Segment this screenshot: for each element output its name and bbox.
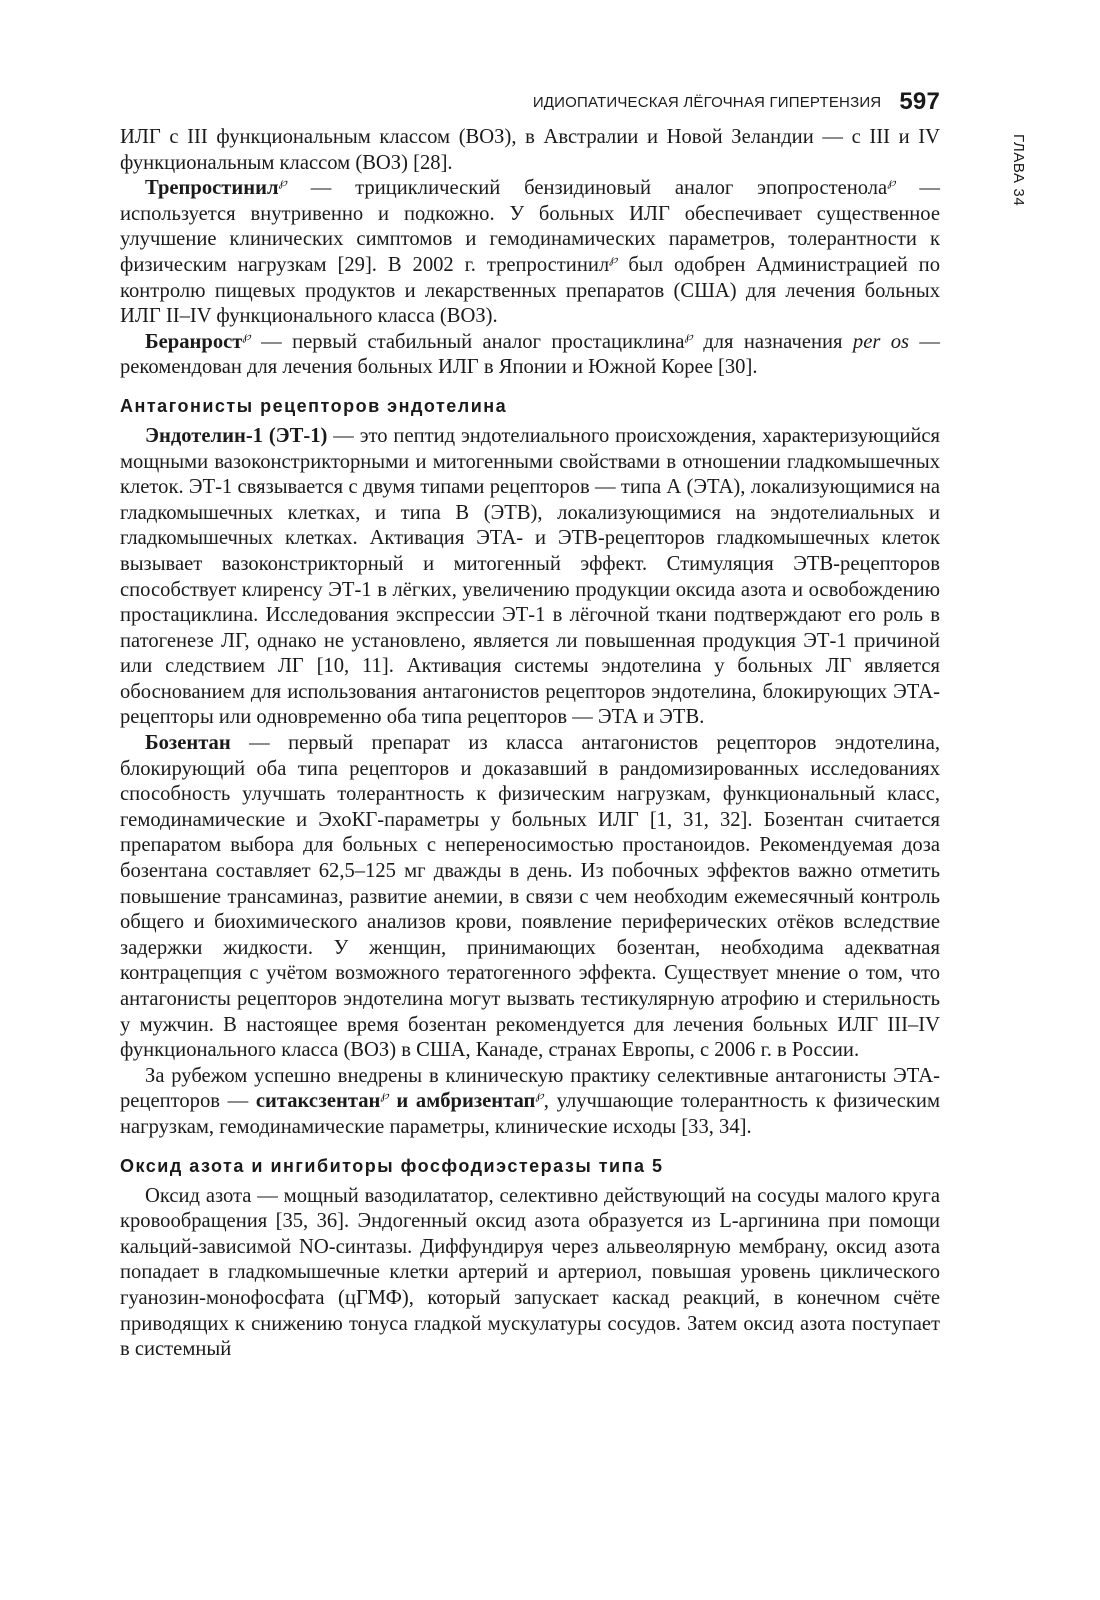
paragraph-nitric-oxide: Оксид азота — мощный вазодилататор, селективно действующий на сосуды малого круга кровообращения [35, 36]. Эндогенный оксид азота образуется из L-аргинина при помощи кальций-зависимой NO-синтазы. Диффундируя через альвеолярную мембрану, оксид азота попадает в гладкомышечные клетки артерий и артериол, повышая уровень циклического гуанозин-монофосфата (цГМФ), который запускает каскад реакций, в конечном счёте приводящих к снижению тонуса гладкой мускулатуры сосудов. Затем оксид азота поступает в системный — [120, 1184, 940, 1361]
paragraph-continuation: ИЛГ с III функциональным классом (ВОЗ), в Австралии и Новой Зеландии — с III и IV функциональным классом (ВОЗ) [28]. — [120, 126, 940, 174]
chapter-tab: ГЛАВА 34 — [1010, 134, 1027, 207]
registration-mark: ℘ — [535, 1088, 544, 1103]
text-fragment: — используется внутривенно и подкожно. У больных ИЛГ обеспечивает существенное улучшение клинических симптомов и гемодинамических параметров, толерантности к физическим нагрузкам [29]. В 2002 г. трепростинил — [120, 177, 940, 276]
registration-mark: ℘ — [609, 251, 618, 266]
text-fragment: для назначения — [692, 330, 853, 353]
term-beraprost: Беранрост — [145, 330, 243, 353]
text-fragment: — это пептид эндотелиального происхождения, характеризующийся мощными вазоконстрикторными и митогенными свойствами в отношении гладкомышечных клеток. ЭТ-1 связывается с двумя типами рецепторов — типа А (ЭТА), локализующимися на гладкомышечных клетках, и типа В (ЭТВ), локализующимися на эндотелиальных и гладкомышечных клетках. Активация ЭТА- и ЭТВ-рецепторов гладкомышечных клеток вызывает вазоконстрикторный и митогенный эффект. Стимуляция ЭТВ-рецепторов способствует клиренсу ЭТ-1 в лёгких, увеличению продукции оксида азота и освобождению простациклина. Исследования экспрессии ЭТ-1 в лёгочной ткани подтверждают его роль в патогенезе ЛГ, однако не установлено, является ли повышенная продукция ЭТ-1 причиной или следствием ЛГ [10, 11]. Активация системы эндотелина у больных ЛГ является обоснованием для использования антагонистов рецепторов эндотелина, блокирующих ЭТА-рецепторы или одновременно оба типа рецепторов — ЭТА и ЭТВ. — [120, 424, 940, 729]
text-fragment: За рубежом успешно внедрены в клиническую практику селективные антагонисты ЭТА-рецепторов — — [120, 1064, 940, 1113]
section-heading-nitric-oxide: Оксид азота и ингибиторы фосфодиэстеразы типа 5 — [120, 1155, 664, 1176]
section-heading-endothelin-antagonists: Антагонисты рецепторов эндотелина — [120, 395, 508, 416]
text-fragment: был одобрен Администрацией по контролю пищевых продуктов и лекарственных препаратов (США) для лечения больных ИЛГ II–IV функционального класса (ВОЗ). — [120, 253, 940, 328]
paragraph-treprostinil — [120, 176, 940, 330]
term-ambrisentan: и амбризентап — [388, 1090, 536, 1113]
term-treprostinil: Трепростинил — [145, 177, 279, 200]
term-sitaxsentan: ситаксзентан — [255, 1090, 381, 1113]
term-bosentan: Бозентан — [145, 732, 231, 755]
running-title: ИДИОПАТИЧЕСКАЯ ЛЁГОЧНАЯ ГИПЕРТЕНЗИЯ — [532, 94, 882, 111]
paragraph-selective-antagonists — [120, 1064, 940, 1141]
registration-mark: ℘ — [684, 328, 693, 343]
registration-mark: ℘ — [242, 328, 251, 343]
text-fragment: — рекомендован для лечения больных ИЛГ в Японии и Южной Корее [30]. — [120, 330, 940, 379]
main-text — [120, 125, 940, 1363]
registration-mark: ℘ — [380, 1088, 389, 1103]
page-number: 597 — [899, 88, 940, 115]
text-fragment: — трициклический бензидиновый аналог эпопростенола — [286, 177, 888, 200]
paragraph-endothelin — [120, 424, 940, 731]
paragraph-beraprost — [120, 330, 940, 381]
text-fragment: — первый стабильный аналог простациклина — [250, 330, 685, 353]
registration-mark: ℘ — [278, 175, 287, 190]
latin-phrase: per os — [852, 330, 910, 353]
registration-mark: ℘ — [887, 175, 896, 190]
text-fragment: , улучшающие толерантность к физическим нагрузкам, гемодинамические параметры, клинические исходы [33, 34]. — [120, 1090, 940, 1138]
paragraph-bosentan — [120, 731, 940, 1064]
term-endothelin: Эндотелин-1 (ЭТ-1) — [145, 424, 328, 447]
text-fragment: — первый препарат из класса антагонистов рецепторов эндотелина, блокирующий оба типа рецепторов и доказавший в рандомизированных исследованиях способность улучшать толерантность к физическим нагрузкам, функциональный класс, гемодинамические и ЭхоКГ-параметры у больных ИЛГ [1, 31, 32]. Бозентан считается препаратом выбора для больных с непереносимостью простаноидов. Рекомендуемая доза бозентана составляет 62,5–125 мг дважды в день. Из побочных эффектов важно отметить повышение трансаминаз, развитие анемии, в связи с чем необходим ежемесячный контроль общего и биохимического анализов крови, появление периферических отёков вследствие задержки жидкости. У женщин, принимающих бозентан, необходима адекватная контрацепция с учётом возможного тератогенного эффекта. Существует мнение о том, что антагонисты рецепторов эндотелина могут вызвать тестикулярную атрофию и стерильность у мужчин. В настоящее время бозентан рекомендуется для лечения больных ИЛГ III–IV функционального класса (ВОЗ) в США, Канаде, странах Европы, с 2006 г. в России. — [120, 732, 940, 1062]
running-head — [120, 88, 940, 116]
